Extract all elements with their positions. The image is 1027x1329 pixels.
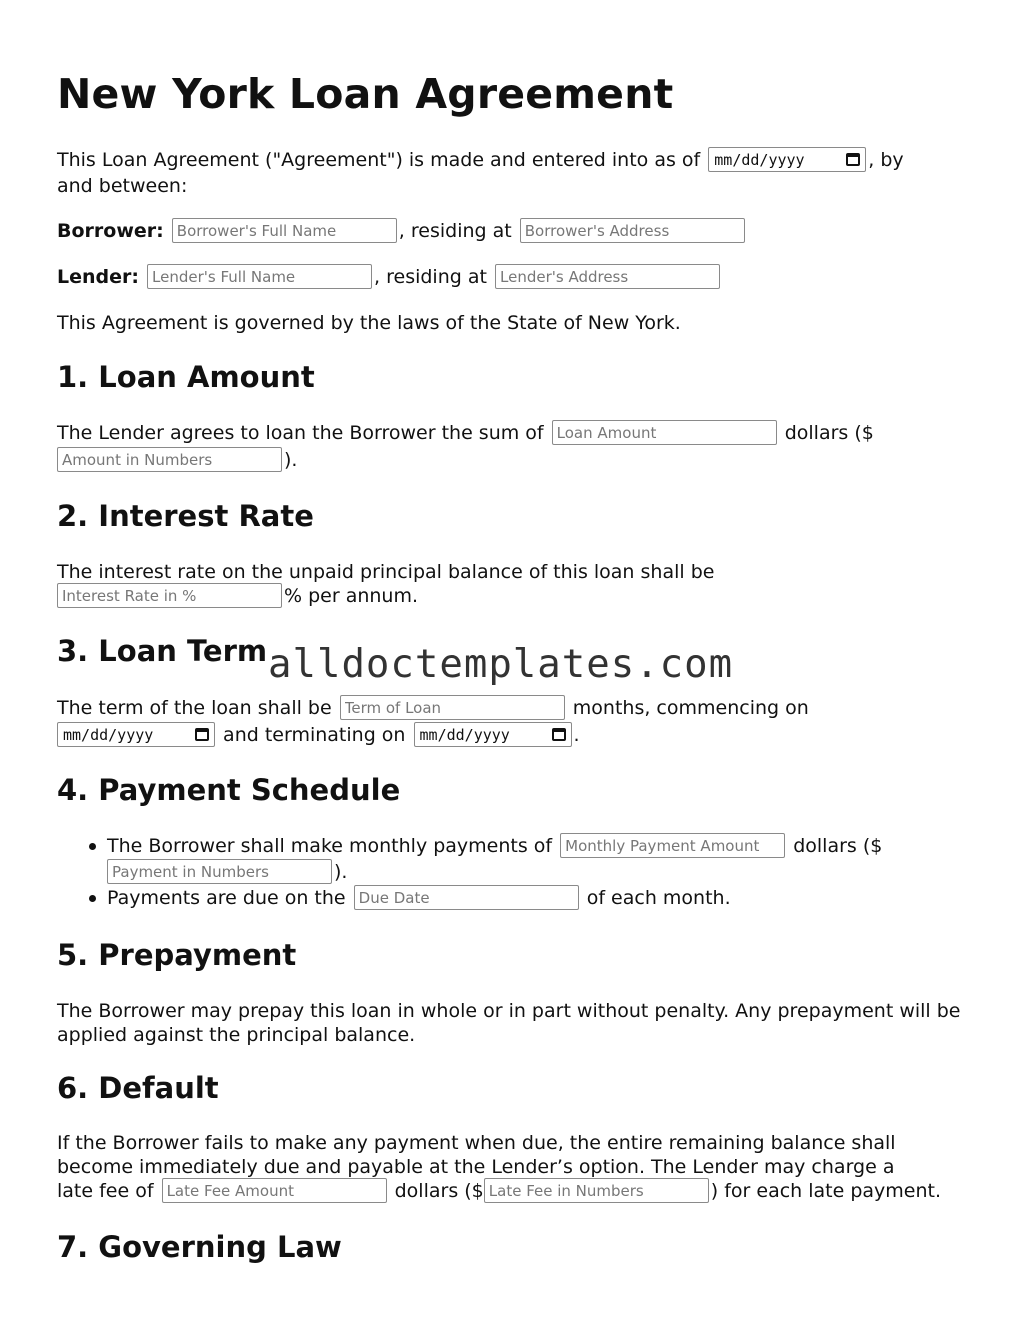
loan-term-field[interactable] bbox=[340, 695, 565, 720]
loan-amount-line-1 bbox=[57, 421, 874, 446]
loan-amount-field[interactable] bbox=[552, 420, 777, 445]
prepayment-text: The Borrower may prepay this loan in whole or in part without penalty. Any prepayment will be applied against the principal balance. bbox=[57, 1000, 961, 1046]
due-date-text: Payments are due on the bbox=[107, 887, 346, 909]
loan-start-date-input[interactable] bbox=[57, 722, 215, 747]
calendar-icon[interactable] bbox=[195, 728, 209, 741]
section-heading-loan-amount: 1. Loan Amount bbox=[57, 360, 315, 394]
loan-amount-text: The Lender agrees to loan the Borrower the sum of bbox=[57, 422, 544, 444]
interest-rate-line-1: The interest rate on the unpaid principal balance of this loan shall be bbox=[57, 561, 715, 583]
loan-amount-line-2 bbox=[55, 448, 297, 473]
monthly-payment-text: The Borrower shall make monthly payments of bbox=[107, 835, 553, 857]
lender-line bbox=[57, 265, 722, 290]
calendar-icon[interactable] bbox=[846, 153, 860, 166]
due-date-field[interactable] bbox=[354, 885, 579, 910]
due-date-each-month-text: of each month. bbox=[586, 887, 731, 909]
intro-line-2 bbox=[57, 174, 187, 198]
lender-address-field[interactable] bbox=[495, 264, 720, 289]
default-line-1: If the Borrower fails to make any payment when due, the entire remaining balance shall bbox=[57, 1132, 896, 1154]
end-date-placeholder: mm/dd/yyyy bbox=[419, 725, 510, 744]
section-heading-default: 6. Default bbox=[57, 1071, 219, 1105]
interest-rate-per-annum-text: % per annum. bbox=[284, 585, 419, 607]
section-heading-interest-rate: 2. Interest Rate bbox=[57, 499, 314, 533]
lender-label: Lender: bbox=[57, 266, 139, 288]
loan-term-commencing-text: months, commencing on bbox=[572, 697, 809, 719]
payment-numbers-field[interactable] bbox=[107, 859, 332, 884]
default-line-2: become immediately due and payable at the Lender’s option. The Lender may charge a bbox=[57, 1156, 895, 1178]
agreement-date-input[interactable] bbox=[708, 147, 866, 172]
default-line-3 bbox=[57, 1179, 941, 1204]
page-title: New York Loan Agreement bbox=[57, 70, 674, 118]
payment-schedule-list bbox=[57, 833, 882, 911]
late-fee-numbers-field[interactable] bbox=[484, 1178, 709, 1203]
interest-rate-line-2 bbox=[55, 584, 418, 609]
loan-term-line-2 bbox=[55, 723, 580, 748]
intro-line-1 bbox=[57, 148, 904, 173]
loan-term-text: The term of the loan shall be bbox=[57, 697, 332, 719]
governed-text: This Agreement is governed by the laws of the State of New York. bbox=[57, 312, 681, 334]
section-heading-prepayment: 5. Prepayment bbox=[57, 938, 297, 972]
intro-text: This Loan Agreement ("Agreement") is made and entered into as of bbox=[57, 149, 701, 171]
borrower-address-field[interactable] bbox=[520, 218, 745, 243]
late-fee-dollars-text: dollars ($ bbox=[394, 1180, 484, 1202]
loan-amount-dollars-text: dollars ($ bbox=[784, 422, 874, 444]
intro-text-by: , by bbox=[868, 149, 904, 171]
borrower-residing-text: , residing at bbox=[398, 220, 512, 242]
borrower-name-field[interactable] bbox=[172, 218, 397, 243]
borrower-label: Borrower: bbox=[57, 220, 164, 242]
calendar-icon[interactable] bbox=[552, 728, 566, 741]
section-heading-loan-term: 3. Loan Term bbox=[57, 634, 268, 668]
list-item bbox=[57, 885, 882, 911]
lender-residing-text: , residing at bbox=[374, 266, 487, 288]
date-placeholder: mm/dd/yyyy bbox=[714, 150, 805, 169]
list-item bbox=[57, 833, 882, 885]
loan-end-date-input[interactable] bbox=[414, 722, 572, 747]
loan-term-terminating-text: and terminating on bbox=[223, 724, 406, 746]
section-heading-payment-schedule: 4. Payment Schedule bbox=[57, 773, 401, 807]
late-fee-field[interactable] bbox=[162, 1178, 387, 1203]
watermark: alldoctemplates.com bbox=[268, 642, 734, 687]
borrower-line bbox=[57, 219, 747, 244]
section-heading-governing-law: 7. Governing Law bbox=[57, 1230, 342, 1264]
payment-numbers-end-text: ). bbox=[334, 861, 348, 883]
late-fee-end-text: ) for each late payment. bbox=[710, 1180, 942, 1202]
lender-name-field[interactable] bbox=[147, 264, 372, 289]
loan-amount-end-text: ). bbox=[284, 449, 298, 471]
monthly-payment-dollars-text: dollars ($ bbox=[793, 835, 883, 857]
intro-text-between: and between: bbox=[57, 175, 188, 197]
loan-term-end-text: . bbox=[573, 724, 580, 746]
start-date-placeholder: mm/dd/yyyy bbox=[63, 725, 154, 744]
loan-term-line-1 bbox=[57, 696, 809, 721]
interest-rate-field[interactable] bbox=[57, 583, 282, 608]
late-fee-text: late fee of bbox=[57, 1180, 154, 1202]
loan-amount-numbers-field[interactable] bbox=[57, 447, 282, 472]
monthly-payment-field[interactable] bbox=[560, 833, 785, 858]
